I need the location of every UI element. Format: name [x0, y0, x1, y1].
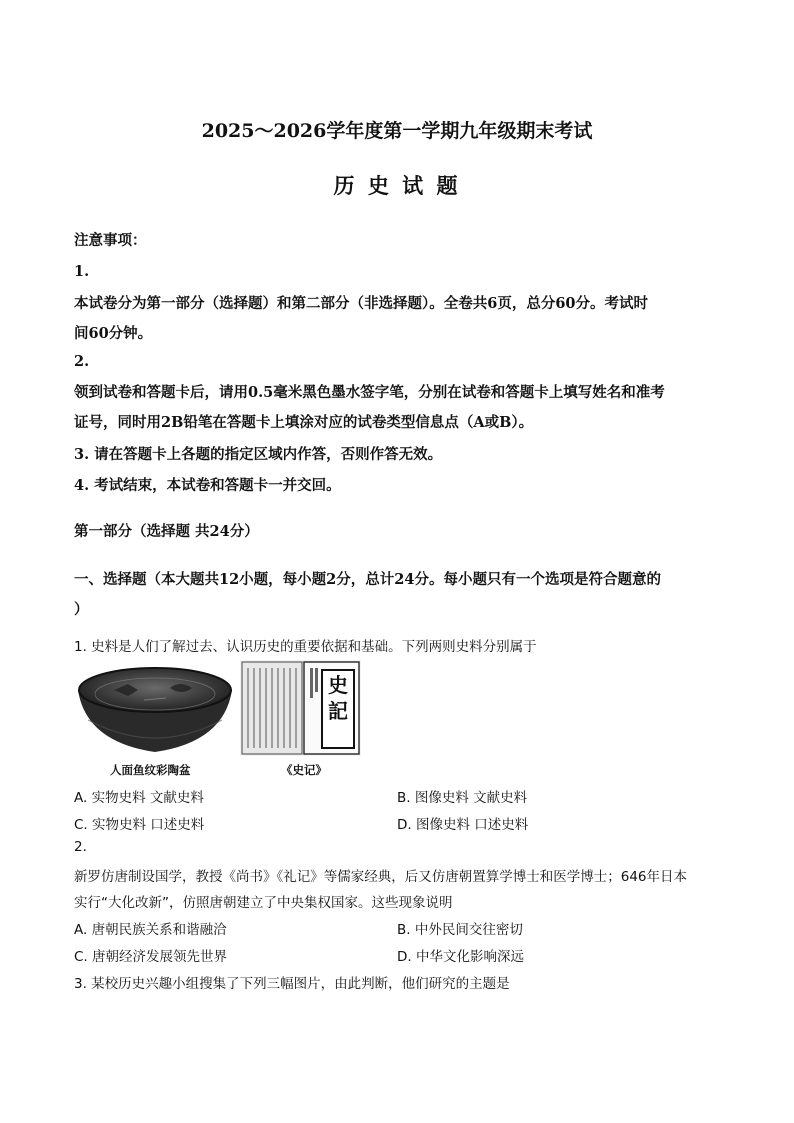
- notice-item-1-line-2: 间60分钟。: [74, 325, 153, 342]
- part-one-heading: 第一部分（选择题 共24分）: [74, 523, 259, 540]
- notice-item-3: 3. 请在答题卡上各题的指定区域内作答，否则作答无效。: [74, 446, 443, 463]
- question-1-stem: 1. 史料是人们了解过去、认识历史的重要依据和基础。下列两则史料分别属于: [74, 639, 537, 655]
- pottery-basin-image: [74, 660, 236, 756]
- notice-item-2-line-1: 领到试卷和答题卡后，请用0.5毫米黑色墨水签字笔，分别在试卷和答题卡上填写姓名和准考: [74, 384, 665, 401]
- question-2-option-b[interactable]: B. 中外民间交往密切: [397, 922, 523, 938]
- question-2-option-d[interactable]: D. 中华文化影响深远: [397, 949, 524, 965]
- notice-item-2-number: 2.: [74, 353, 90, 370]
- notice-heading: 注意事项：: [74, 232, 147, 249]
- question-2-number: 2.: [74, 839, 87, 855]
- question-1-option-b[interactable]: B. 图像史料 文献史料: [397, 790, 528, 806]
- notice-item-1-line-1: 本试卷分为第一部分（选择题）和第二部分（非选择题）。全卷共6页，总分60分。考试时: [74, 295, 649, 312]
- question-2-option-c[interactable]: C. 唐朝经济发展领先世界: [74, 949, 228, 965]
- notice-item-2-line-2: 证号，同时用2B铅笔在答题卡上填涂对应的试卷类型信息点（A或B）。: [74, 414, 534, 431]
- question-1-option-d[interactable]: D. 图像史料 口述史料: [397, 817, 529, 833]
- notice-item-1-number: 1.: [74, 263, 90, 280]
- question-1-option-c[interactable]: C. 实物史料 口述史料: [74, 817, 205, 833]
- notice-item-4: 4. 考试结束，本试卷和答题卡一并交回。: [74, 477, 341, 494]
- question-2-option-a[interactable]: A. 唐朝民族关系和谐融洽: [74, 922, 227, 938]
- exam-title: 2025～2026学年度第一学期九年级期末考试: [201, 120, 593, 142]
- shiji-book-title: 史記: [328, 673, 348, 723]
- section-one-line-2: ）: [74, 601, 89, 618]
- exam-subject: 历 史 试 题: [333, 173, 461, 198]
- question-2-stem-line-2: 实行“大化改新”，仿照唐朝建立了中央集权国家。这些现象说明: [74, 895, 453, 911]
- section-one-line-1: 一、选择题（本大题共12小题，每小题2分，总计24分。每小题只有一个选项是符合题意的: [74, 571, 661, 588]
- pottery-basin-caption: 人面鱼纹彩陶盆: [110, 763, 191, 777]
- question-1-option-a[interactable]: A. 实物史料 文献史料: [74, 790, 204, 806]
- question-2-stem-line-1: 新罗仿唐制设国学，教授《尚书》《礼记》等儒家经典，后又仿唐朝置算学博士和医学博士；646年日本: [74, 869, 688, 885]
- shiji-book-caption: 《史记》: [281, 763, 327, 777]
- question-3-stem: 3. 某校历史兴趣小组搜集了下列三幅图片，由此判断，他们研究的主题是: [74, 976, 510, 992]
